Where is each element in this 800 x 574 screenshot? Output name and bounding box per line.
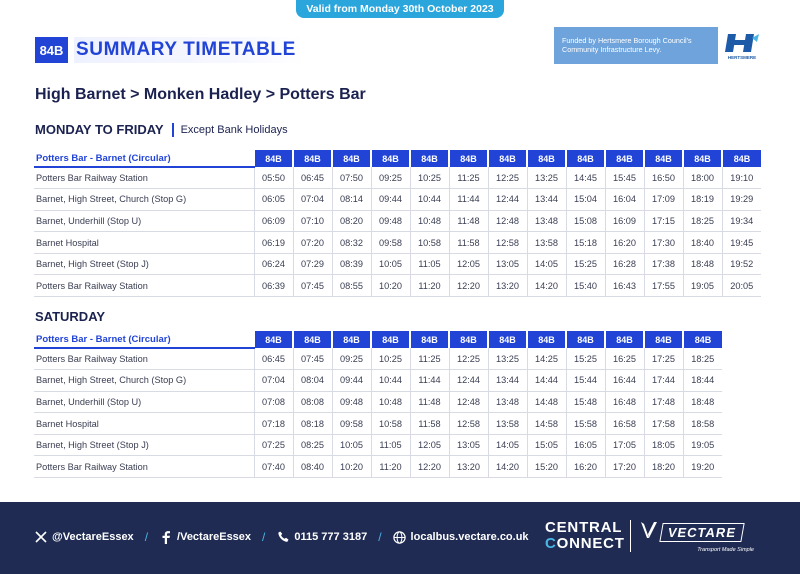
departure-time: 07:18	[254, 413, 293, 435]
saturday-header-row	[34, 331, 722, 348]
departure-time: 14:20	[488, 456, 527, 478]
heading-divider	[172, 123, 174, 137]
departure-time: 10:05	[332, 434, 371, 456]
vectare-tagline: Transport Made Simple	[697, 547, 754, 553]
departure-time: 08:20	[332, 210, 371, 232]
vectare-logo	[640, 520, 758, 553]
separator: /	[378, 530, 382, 544]
route-code-header: 84B	[293, 331, 332, 348]
departure-time: 10:58	[410, 232, 449, 254]
departure-time: 18:05	[644, 434, 683, 456]
stop-name: Potters Bar Railway Station	[34, 275, 254, 297]
stop-name: Barnet, High Street (Stop J)	[34, 253, 254, 275]
departure-time: 06:39	[254, 275, 293, 297]
departure-time: 10:05	[371, 253, 410, 275]
hertsmere-logo-word: HERTSMERE	[727, 54, 757, 60]
table-row	[34, 434, 722, 456]
departure-time: 12:48	[488, 210, 527, 232]
table-row	[34, 348, 722, 370]
departure-time: 16:50	[644, 167, 683, 189]
departure-time: 13:25	[527, 167, 566, 189]
route-code-header: 84B	[488, 331, 527, 348]
table-row	[34, 167, 761, 189]
departure-time: 08:25	[293, 434, 332, 456]
page-header	[35, 36, 304, 64]
departure-time: 13:44	[488, 370, 527, 392]
saturday-timetable	[34, 331, 722, 478]
departure-time: 15:25	[566, 253, 605, 275]
table-row	[34, 253, 761, 275]
departure-time: 12:58	[488, 232, 527, 254]
departure-time: 11:20	[371, 456, 410, 478]
table-row	[34, 210, 761, 232]
departure-time: 15:44	[566, 370, 605, 392]
departure-time: 18:19	[683, 189, 722, 211]
stop-name: Potters Bar Railway Station	[34, 456, 254, 478]
departure-time: 17:09	[644, 189, 683, 211]
route-code-header: 84B	[371, 331, 410, 348]
departure-time: 08:18	[293, 413, 332, 435]
departure-time: 20:05	[722, 275, 761, 297]
vectare-word: VECTARE	[659, 523, 745, 542]
departure-time: 17:44	[644, 370, 683, 392]
departure-time: 17:30	[644, 232, 683, 254]
departure-time: 15:25	[566, 348, 605, 370]
departure-time: 11:44	[449, 189, 488, 211]
departure-time: 17:38	[644, 253, 683, 275]
departure-time: 07:10	[293, 210, 332, 232]
facebook-icon	[159, 530, 173, 544]
departure-time: 11:44	[410, 370, 449, 392]
departure-time: 12:25	[449, 348, 488, 370]
departure-time: 08:14	[332, 189, 371, 211]
route-code-header: 84B	[371, 150, 410, 167]
departure-time: 12:05	[449, 253, 488, 275]
route-code-header: 84B	[644, 331, 683, 348]
departure-time: 07:08	[254, 391, 293, 413]
departure-time: 06:24	[254, 253, 293, 275]
route-code-header: 84B	[683, 150, 722, 167]
departure-time: 08:55	[332, 275, 371, 297]
departure-time: 11:58	[449, 232, 488, 254]
stop-name: Potters Bar Railway Station	[34, 348, 254, 370]
departure-time: 18:40	[683, 232, 722, 254]
departure-time: 12:20	[410, 456, 449, 478]
weekday-stop-header: Potters Bar - Barnet (Circular)	[34, 150, 254, 167]
departure-time: 06:05	[254, 189, 293, 211]
departure-time: 19:52	[722, 253, 761, 275]
saturday-heading: SATURDAY	[35, 309, 106, 324]
departure-time: 11:20	[410, 275, 449, 297]
route-code-header: 84B	[449, 150, 488, 167]
phone-icon	[276, 530, 290, 544]
route-code-header: 84B	[410, 331, 449, 348]
route-code-header: 84B	[254, 331, 293, 348]
route-code-header: 84B	[332, 331, 371, 348]
departure-time: 12:20	[449, 275, 488, 297]
departure-time: 19:45	[722, 232, 761, 254]
departure-time: 08:39	[332, 253, 371, 275]
departure-time: 13:20	[449, 456, 488, 478]
departure-time: 10:44	[371, 370, 410, 392]
departure-time: 13:25	[488, 348, 527, 370]
departure-time: 16:20	[605, 232, 644, 254]
departure-time: 14:05	[527, 253, 566, 275]
departure-time: 18:48	[683, 253, 722, 275]
departure-time: 08:32	[332, 232, 371, 254]
logo-divider	[630, 520, 631, 552]
stop-name: Barnet, Underhill (Stop U)	[34, 391, 254, 413]
separator: /	[262, 530, 266, 544]
route-code-header: 84B	[410, 150, 449, 167]
route-code-header: 84B	[722, 150, 761, 167]
departure-time: 18:20	[644, 456, 683, 478]
departure-time: 09:44	[371, 189, 410, 211]
central-connect-logo	[545, 519, 625, 552]
departure-time: 19:05	[683, 434, 722, 456]
departure-time: 13:58	[488, 413, 527, 435]
table-row	[34, 370, 722, 392]
departure-time: 18:25	[683, 210, 722, 232]
departure-time: 07:25	[254, 434, 293, 456]
separator: /	[144, 530, 149, 544]
x-twitter-icon	[34, 530, 48, 544]
departure-time: 08:08	[293, 391, 332, 413]
stop-name: Barnet Hospital	[34, 413, 254, 435]
departure-time: 19:29	[722, 189, 761, 211]
departure-time: 18:25	[683, 348, 722, 370]
departure-time: 11:05	[410, 253, 449, 275]
website-link[interactable]	[393, 530, 529, 544]
departure-time: 16:44	[605, 370, 644, 392]
hertsmere-logo-icon	[718, 27, 766, 64]
route-description: High Barnet > Monken Hadley > Potters Bar	[35, 86, 366, 103]
departure-time: 12:05	[410, 434, 449, 456]
route-code-header: 84B	[605, 150, 644, 167]
departure-time: 10:25	[410, 167, 449, 189]
page-title: SUMMARY TIMETABLE	[74, 37, 304, 63]
departure-time: 09:48	[332, 391, 371, 413]
departure-time: 15:48	[566, 391, 605, 413]
departure-time: 16:58	[605, 413, 644, 435]
route-code-header: 84B	[527, 150, 566, 167]
departure-time: 14:45	[566, 167, 605, 189]
departure-time: 18:44	[683, 370, 722, 392]
weekday-timetable	[34, 150, 761, 297]
table-row	[34, 275, 761, 297]
departure-time: 12:25	[488, 167, 527, 189]
departure-time: 13:48	[488, 391, 527, 413]
departure-time: 10:48	[371, 391, 410, 413]
departure-time: 07:45	[293, 275, 332, 297]
departure-time: 15:40	[566, 275, 605, 297]
globe-icon	[393, 530, 407, 544]
departure-time: 19:05	[683, 275, 722, 297]
departure-time: 15:08	[566, 210, 605, 232]
departure-time: 12:58	[449, 413, 488, 435]
route-code-header: 84B	[566, 150, 605, 167]
departure-time: 07:40	[254, 456, 293, 478]
departure-time: 10:44	[410, 189, 449, 211]
departure-time: 14:05	[488, 434, 527, 456]
departure-time: 09:25	[371, 167, 410, 189]
departure-time: 10:25	[371, 348, 410, 370]
departure-time: 14:20	[527, 275, 566, 297]
route-code-header: 84B	[254, 150, 293, 167]
departure-time: 10:20	[332, 456, 371, 478]
departure-time: 18:58	[683, 413, 722, 435]
departure-time: 13:20	[488, 275, 527, 297]
departure-time: 07:04	[293, 189, 332, 211]
departure-time: 06:19	[254, 232, 293, 254]
departure-time: 17:48	[644, 391, 683, 413]
phone-link[interactable]	[276, 530, 367, 544]
facebook-link[interactable]	[159, 530, 251, 544]
departure-time: 15:05	[527, 434, 566, 456]
departure-time: 17:55	[644, 275, 683, 297]
departure-time: 12:44	[488, 189, 527, 211]
route-code-header: 84B	[644, 150, 683, 167]
departure-time: 06:45	[293, 167, 332, 189]
departure-time: 07:50	[332, 167, 371, 189]
route-code-header: 84B	[527, 331, 566, 348]
route-code-header: 84B	[605, 331, 644, 348]
departure-time: 09:58	[371, 232, 410, 254]
departure-time: 07:20	[293, 232, 332, 254]
connect-word: CONNECT	[545, 535, 625, 552]
departure-time: 16:28	[605, 253, 644, 275]
departure-time: 16:25	[605, 348, 644, 370]
departure-time: 14:58	[527, 413, 566, 435]
departure-time: 13:44	[527, 189, 566, 211]
departure-time: 12:44	[449, 370, 488, 392]
route-code-header: 84B	[332, 150, 371, 167]
departure-time: 06:09	[254, 210, 293, 232]
twitter-link[interactable]	[34, 530, 134, 544]
departure-time: 13:48	[527, 210, 566, 232]
route-code-header: 84B	[488, 150, 527, 167]
route-code-header: 84B	[449, 331, 488, 348]
departure-time: 16:09	[605, 210, 644, 232]
departure-time: 15:18	[566, 232, 605, 254]
saturday-stop-header: Potters Bar - Barnet (Circular)	[34, 331, 254, 348]
route-code-header: 84B	[566, 331, 605, 348]
departure-time: 09:58	[332, 413, 371, 435]
departure-time: 16:05	[566, 434, 605, 456]
departure-time: 09:25	[332, 348, 371, 370]
departure-time: 12:48	[449, 391, 488, 413]
departure-time: 17:05	[605, 434, 644, 456]
saturday-heading-group	[35, 309, 105, 324]
departure-time: 10:20	[371, 275, 410, 297]
departure-time: 16:48	[605, 391, 644, 413]
weekday-subheading: Except Bank Holidays	[180, 123, 288, 136]
departure-time: 19:20	[683, 456, 722, 478]
departure-time: 16:20	[566, 456, 605, 478]
table-row	[34, 232, 761, 254]
departure-time: 17:58	[644, 413, 683, 435]
departure-time: 19:10	[722, 167, 761, 189]
departure-time: 10:48	[410, 210, 449, 232]
departure-time: 16:04	[605, 189, 644, 211]
departure-time: 11:48	[410, 391, 449, 413]
phone-number: 0115 777 3187	[294, 531, 368, 543]
table-row	[34, 391, 722, 413]
valid-from-banner: Valid from Monday 30th October 2023	[296, 0, 504, 18]
departure-time: 17:20	[605, 456, 644, 478]
departure-time: 17:25	[644, 348, 683, 370]
departure-time: 15:58	[566, 413, 605, 435]
weekday-heading-group	[35, 122, 288, 137]
departure-time: 17:15	[644, 210, 683, 232]
departure-time: 14:48	[527, 391, 566, 413]
departure-time: 11:48	[449, 210, 488, 232]
social-links	[34, 530, 529, 544]
route-code-header: 84B	[293, 150, 332, 167]
table-row	[34, 413, 722, 435]
departure-time: 07:04	[254, 370, 293, 392]
departure-time: 18:48	[683, 391, 722, 413]
departure-time: 09:48	[371, 210, 410, 232]
stop-name: Barnet, High Street, Church (Stop G)	[34, 189, 254, 211]
departure-time: 08:40	[293, 456, 332, 478]
departure-time: 10:58	[371, 413, 410, 435]
departure-time: 11:05	[371, 434, 410, 456]
departure-time: 16:43	[605, 275, 644, 297]
departure-time: 13:05	[488, 253, 527, 275]
departure-time: 18:00	[683, 167, 722, 189]
weekday-heading: MONDAY TO FRIDAY	[35, 122, 164, 137]
stop-name: Barnet Hospital	[34, 232, 254, 254]
departure-time: 14:44	[527, 370, 566, 392]
departure-time: 06:45	[254, 348, 293, 370]
stop-name: Barnet, High Street, Church (Stop G)	[34, 370, 254, 392]
stop-name: Potters Bar Railway Station	[34, 167, 254, 189]
departure-time: 14:25	[527, 348, 566, 370]
departure-time: 08:04	[293, 370, 332, 392]
route-code-header: 84B	[683, 331, 722, 348]
departure-time: 05:50	[254, 167, 293, 189]
funding-banner	[554, 27, 766, 64]
stop-name: Barnet, High Street (Stop J)	[34, 434, 254, 456]
table-row	[34, 456, 722, 478]
facebook-handle: /VectareEssex	[177, 531, 252, 543]
departure-time: 09:44	[332, 370, 371, 392]
central-word: CENTRAL	[545, 519, 623, 536]
departure-time: 15:20	[527, 456, 566, 478]
footer	[0, 502, 800, 574]
departure-time: 11:25	[449, 167, 488, 189]
departure-time: 15:04	[566, 189, 605, 211]
departure-time: 13:05	[449, 434, 488, 456]
route-badge: 84B	[35, 37, 68, 63]
funding-text: Funded by Hertsmere Borough Council's Community Infrastructure Levy.	[562, 36, 692, 54]
departure-time: 13:58	[527, 232, 566, 254]
vectare-v-icon	[640, 520, 658, 545]
stop-name: Barnet, Underhill (Stop U)	[34, 210, 254, 232]
departure-time: 15:45	[605, 167, 644, 189]
twitter-handle: @VectareEssex	[52, 531, 134, 543]
departure-time: 07:29	[293, 253, 332, 275]
website-url: localbus.vectare.co.uk	[410, 531, 529, 543]
departure-time: 07:45	[293, 348, 332, 370]
departure-time: 11:25	[410, 348, 449, 370]
table-row	[34, 189, 761, 211]
departure-time: 19:34	[722, 210, 761, 232]
departure-time: 11:58	[410, 413, 449, 435]
weekday-header-row	[34, 150, 761, 167]
